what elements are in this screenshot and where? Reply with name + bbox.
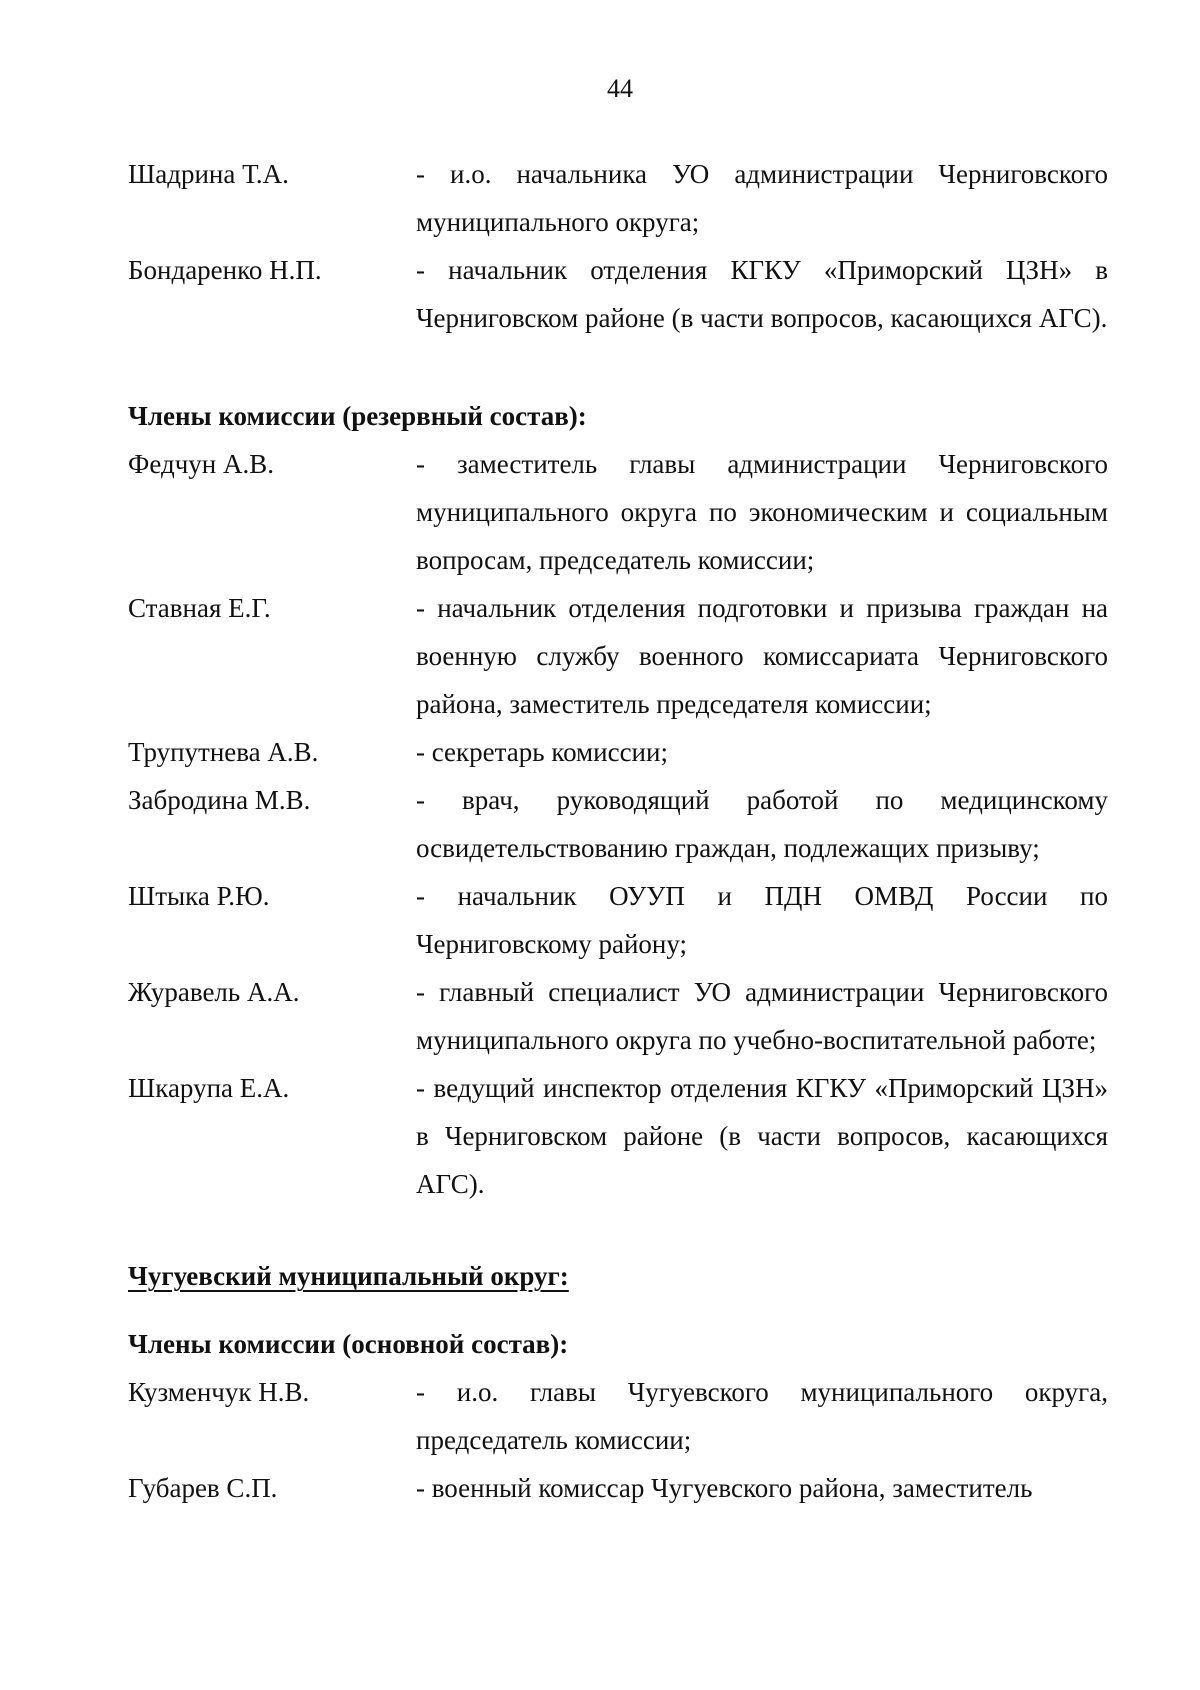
member-row: [128, 440, 1108, 584]
member-row: [128, 968, 1108, 1064]
member-row: [128, 872, 1108, 968]
member-row: [128, 150, 1108, 246]
member-role: - и.о. начальника УО администрации Черниговского муниципального округа;: [416, 159, 1108, 237]
member-row: [128, 776, 1108, 872]
member-name: Кузменчук Н.В.: [128, 1377, 310, 1407]
member-row: [128, 728, 1108, 776]
member-role: - заместитель главы администрации Черниговского муниципального округа по экономическим и социальным вопросам, председатель комиссии;: [416, 449, 1108, 575]
member-role: - начальник отделения подготовки и призыва граждан на военную службу военного комиссариата Черниговского района, заместитель председателя комиссии;: [416, 593, 1108, 719]
member-role: - начальник отделения КГКУ «Приморский ЦЗН» в Черниговском районе (в части вопросов, касающихся АГС).: [416, 255, 1108, 333]
member-name: Штыка Р.Ю.: [128, 881, 270, 911]
member-name: Губарев С.П.: [128, 1473, 278, 1503]
member-role: - главный специалист УО администрации Черниговского муниципального округа по учебно-воспитательной работе;: [416, 977, 1108, 1055]
member-role: - врач, руководящий работой по медицинскому освидетельствованию граждан, подлежащих призыву;: [416, 785, 1108, 863]
member-role: - военный комиссар Чугуевского района, заместитель: [416, 1473, 1033, 1503]
member-role: - ведущий инспектор отделения КГКУ «Приморский ЦЗН» в Черниговском районе (в части вопросов, касающихся АГС).: [416, 1073, 1108, 1199]
reserve-members-heading: Члены комиссии (резервный состав):: [128, 401, 587, 431]
district-heading: Чугуевский муниципальный округ:: [128, 1261, 569, 1291]
member-name: Шкарупа Е.А.: [128, 1073, 290, 1103]
member-role: - и.о. главы Чугуевского муниципального округа, председатель комиссии;: [416, 1377, 1108, 1455]
member-role: - секретарь комиссии;: [416, 737, 668, 767]
member-name: Бондаренко Н.П.: [128, 255, 322, 285]
page-content: [128, 150, 1108, 1512]
member-row: [128, 1064, 1108, 1208]
member-row: [128, 584, 1108, 728]
page-number: 44: [607, 74, 633, 103]
member-name: Трупутнева А.В.: [128, 737, 319, 767]
member-name: Журавель А.А.: [128, 977, 300, 1007]
member-row: [128, 1368, 1108, 1464]
member-role: - начальник ОУУП и ПДН ОМВД России по Черниговскому району;: [416, 881, 1108, 959]
spacer: [128, 1300, 1108, 1320]
member-name: Ставная Е.Г.: [128, 593, 271, 623]
spacer: [128, 342, 1108, 392]
member-name: Забродина М.В.: [128, 785, 311, 815]
member-row: [128, 246, 1108, 342]
member-row: [128, 1464, 1108, 1512]
member-name: Федчун А.В.: [128, 449, 274, 479]
spacer: [128, 1208, 1108, 1252]
main-members-heading: Члены комиссии (основной состав):: [128, 1329, 569, 1359]
member-name: Шадрина Т.А.: [128, 159, 289, 189]
